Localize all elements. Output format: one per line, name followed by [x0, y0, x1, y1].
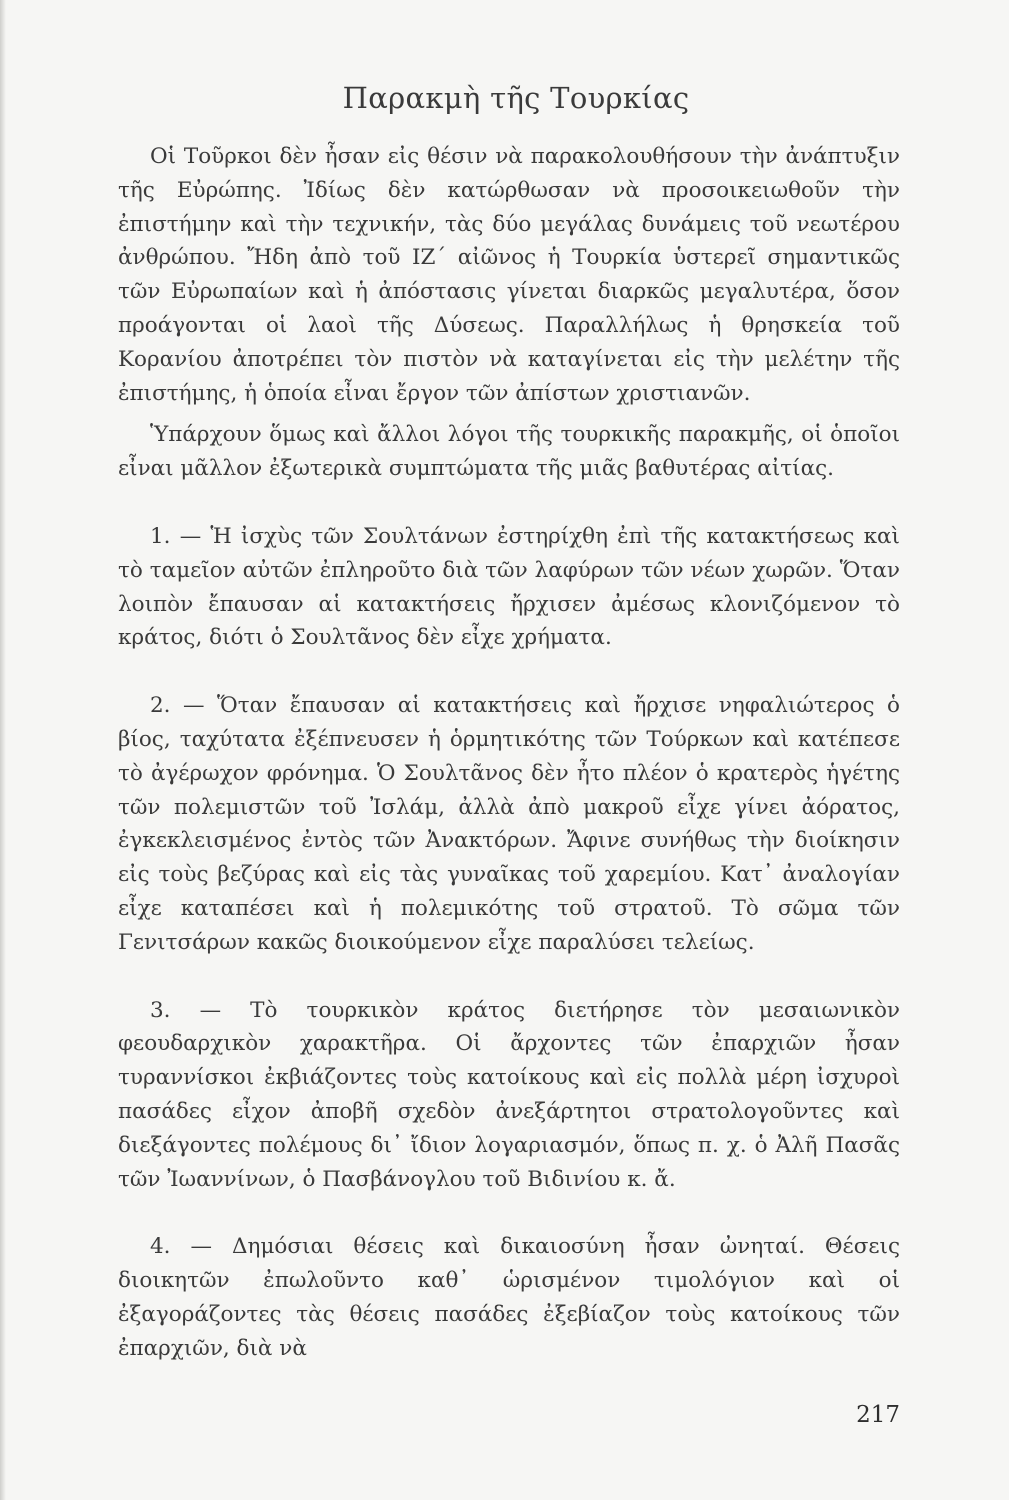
paragraph-point-3: 3. — Τὸ τουρκικὸν κράτος διετήρησε τὸν μεσαιωνικὸν φεουδαρχικὸν χαρακτῆρα. Οἱ ἄρχοντες τῶν ἐπαρχιῶν ἦσαν τυραννίσκοι ἐκβιάζοντες τοὺς κατοίκους καὶ εἰς πολλὰ μέρη ἰσχυροὶ πασάδες εἶχον ἀποβῆ σχεδὸν ἀνεξάρτητοι στρατολογοῦντες καὶ διεξάγοντες πολέμους δι᾽ ἴδιον λογαριασμόν, ὅπως π. χ. ὁ Ἀλῆ Πασᾶς τῶν Ἰωαννίνων, ὁ Πασβάνογλου τοῦ Βιδινίου κ. ἄ.: [118, 997, 900, 1192]
page-heading: Παρακμὴ τῆς Τουρκίας: [342, 81, 690, 115]
paragraph-point-4: 4. — Δημόσιαι θέσεις καὶ δικαιοσύνη ἦσαν ὠνηταί. Θέσεις διοικητῶν ἐπωλοῦντο καθ᾽ ὡρισμένον τιμολόγιον καὶ οἱ ἐξαγοράζοντες τὰς θέσεις πασάδες ἐξεβίαζον τοὺς κατοίκους τῶν ἐπαρχιῶν, διὰ νὰ: [118, 1234, 900, 1361]
text-block: [118, 74, 900, 1366]
page-number: 217: [856, 1402, 900, 1428]
paragraph-point-1: 1. — Ἡ ἰσχὺς τῶν Σουλτάνων ἐστηρίχθη ἐπὶ τῆς κατακτήσεως καὶ τὸ ταμεῖον αὐτῶν ἐπληροῦτο διὰ τῶν λαφύρων τῶν νέων χωρῶν. Ὅταν λοιπὸν ἔπαυσαν αἱ κατακτήσεις ἤρχισεν ἀμέσως κλονιζόμενον τὸ κράτος, διότι ὁ Σουλτᾶνος δὲν εἶχε χρήματα.: [118, 523, 900, 651]
page-binding-edge: [0, 0, 6, 1500]
paragraph-point-2: 2. — Ὅταν ἔπαυσαν αἱ κατακτήσεις καὶ ἤρχισε νηφαλιώτερος ὁ βίος, ταχύτατα ἐξέπνευσεν ἡ ὁρμητικότης τῶν Τούρκων καὶ κατέπεσε τὸ ἀγέρωχον φρόνημα. Ὁ Σουλτᾶνος δὲν ἦτο πλέον ὁ κρατερὸς ἡγέτης τῶν πολεμιστῶν τοῦ Ἰσλάμ, ἀλλὰ ἀπὸ μακροῦ εἶχε γίνει ἀόρατος, ἐγκεκλεισμένος ἐντὸς τῶν Ἀνακτόρων. Ἄφινε συνήθως τὴν διοίκησιν εἰς τοὺς βεζύρας καὶ εἰς τὰς γυναῖκας τοῦ χαρεμίου. Κατ᾽ ἀναλογίαν εἶχε καταπέσει καὶ ἡ πολεμικότης τοῦ στρατοῦ. Τὸ σῶμα τῶν Γενιτσάρων κακῶς διοικούμενον εἶχε παραλύσει τελείως.: [118, 693, 900, 955]
paragraph-other-reasons: Ὑπάρχουν ὅμως καὶ ἄλλοι λόγοι τῆς τουρκικῆς παρακμῆς, οἱ ὁποῖοι εἶναι μᾶλλον ἐξωτερικὰ συμπτώματα τῆς μιᾶς βαθυτέρας αἰτίας.: [118, 422, 900, 482]
paragraph-intro: Οἱ Τοῦρκοι δὲν ἦσαν εἰς θέσιν νὰ παρακολουθήσουν τὴν ἀνάπτυξιν τῆς Εὐρώπης. Ἰδίως δὲν κατώρθωσαν νὰ προσοικειωθοῦν τὴν ἐπιστήμην καὶ τὴν τεχνικήν, τὰς δύο μεγάλας δυνάμεις τοῦ νεωτέρου ἀνθρώπου. Ἤδη ἀπὸ τοῦ ΙΖ΄ αἰῶνος ἡ Τουρκία ὑστερεῖ σημαντικῶς τῶν Εὐρωπαίων καὶ ἡ ἀπόστασις γίνεται διαρκῶς μεγαλυτέρα, ὅσον προάγονται οἱ λαοὶ τῆς Δύσεως. Παραλλήλως ἡ θρησκεία τοῦ Κορανίου ἀποτρέπει τὸν πιστὸν νὰ καταγίνεται εἰς τὴν μελέτην τῆς ἐπιστήμης, ἡ ὁποία εἶναι ἔργον τῶν ἀπίστων χριστιανῶν.: [118, 144, 900, 406]
